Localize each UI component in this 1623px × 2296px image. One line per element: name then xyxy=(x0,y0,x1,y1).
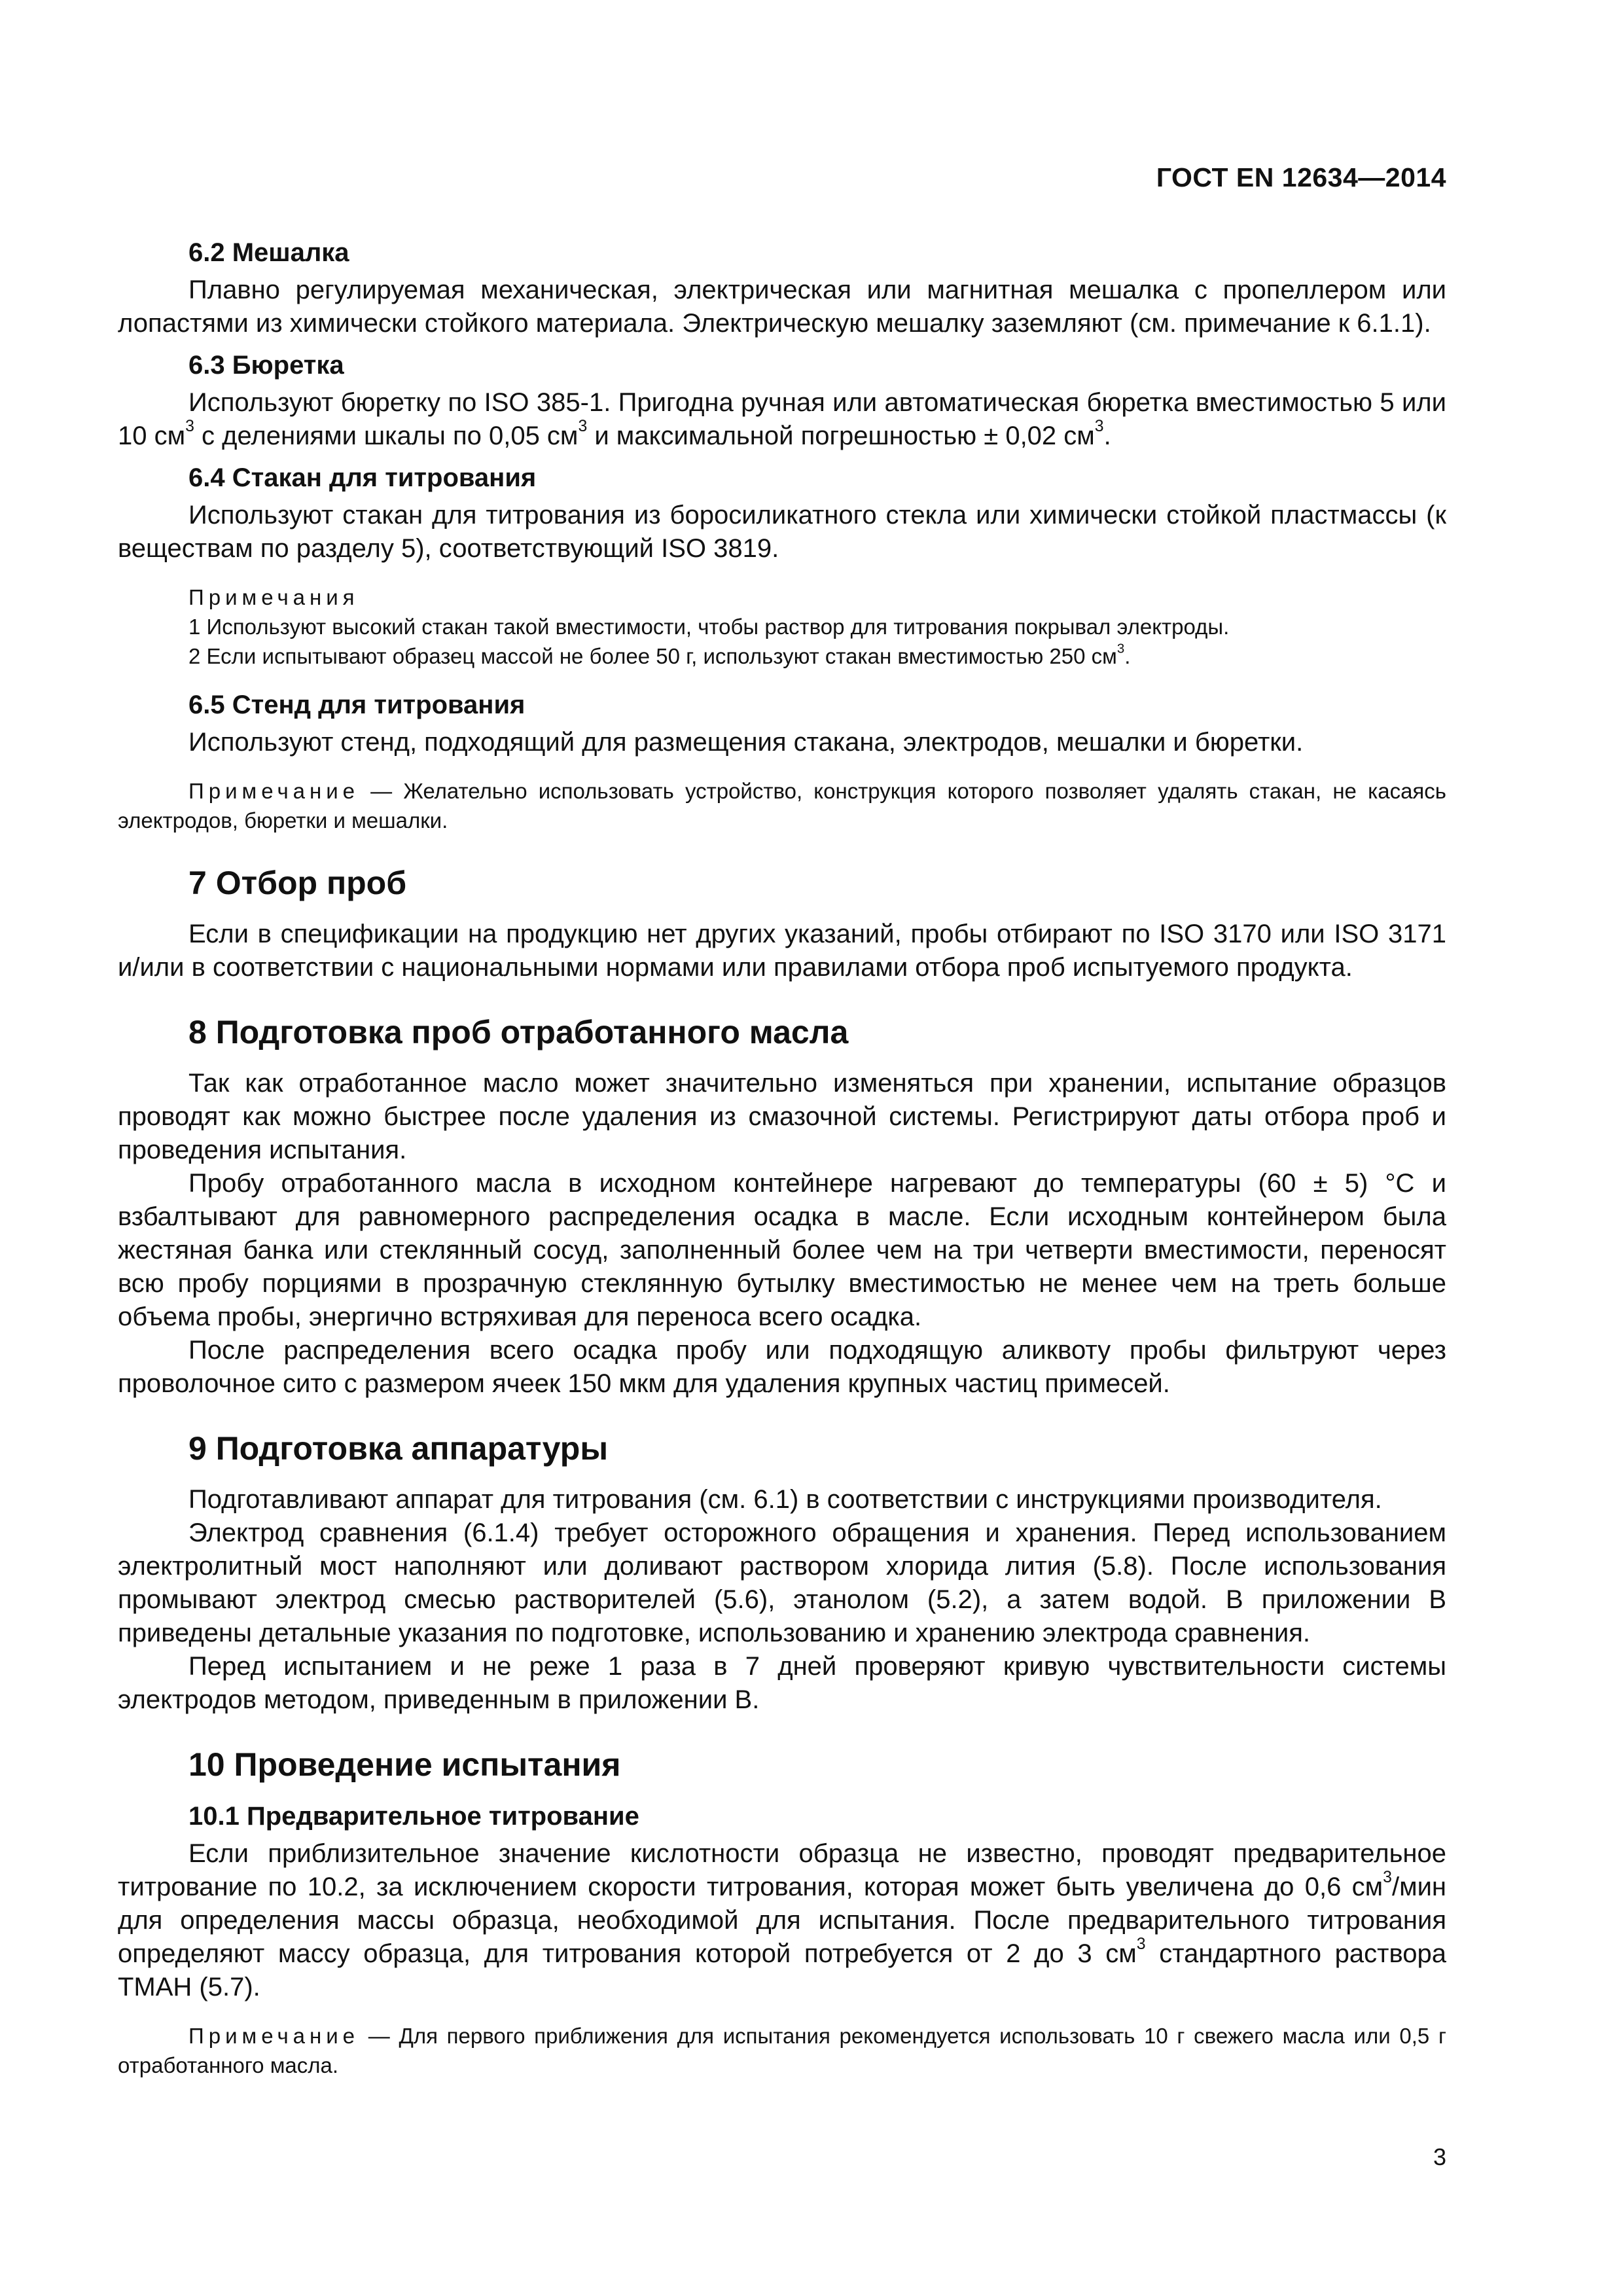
section-9-title: 9 Подготовка аппаратуры xyxy=(188,1430,609,1467)
section-9-paragraph-1: Подготавливают аппарат для титрования (см. 6.1) в соответствии с инструкциями производителя. xyxy=(188,1485,1382,1514)
note-1: 1 Используют высокий стакан такой вместимости, чтобы раствор для титрования покрывал электроды. xyxy=(188,615,1230,639)
section-10-title: 10 Проведение испытания xyxy=(188,1746,621,1783)
section-6-3-title: 6.3 Бюретка xyxy=(188,351,344,380)
notes-label: Примечания xyxy=(188,585,359,609)
section-6-4-text: Используют стакан для титрования из боросиликатного стекла или химически стойкой пластмассы (к веществам по разделу 5), соответствующий ISO 3819. xyxy=(118,501,1446,563)
section-9-paragraph-2: Электрод сравнения (6.1.4) требует осторожного обращения и хранения. Перед использованием электролитный мост наполняют или доливают раствором хлорида лития (5.8). После использования промывают электрод смесью растворителей (5.6), этанолом (5.2), а затем водой. В приложении В приведены детальные указания по подготовке, использованию и хранению электрода сравнения. xyxy=(118,1518,1446,1647)
page-content xyxy=(118,151,1446,2080)
section-6-2-title: 6.2 Мешалка xyxy=(188,238,349,267)
page-number: 3 xyxy=(1433,2144,1446,2170)
note-2: 2 Если испытывают образец массой не более 50 г, используют стакан вместимостью 250 $см^3$. xyxy=(188,641,1131,668)
section-6-4-title: 6.4 Стакан для титрования xyxy=(188,463,537,492)
section-6-5-text: Используют стенд, подходящий для размещения стакана, электродов, мешалки и бюретки. xyxy=(188,728,1304,757)
section-8-paragraph-1: Так как отработанное масло может значительно изменяться при хранении, испытание образцов проводят как можно быстрее после удаления из смазочной системы. Регистрируют даты отбора проб и проведения испытания. xyxy=(118,1069,1446,1164)
section-6-5-title: 6.5 Стенд для титрования xyxy=(188,691,526,719)
section-8-paragraph-2: Пробу отработанного масла в исходном контейнере нагревают до температуры (60 ± 5) °С и взбалтывают для равномерного распределения осадка в масле. Если исходным контейнером была жестяная банка или стеклянный сосуд, заполненный более чем на три четверти вместимости, переносят всю пробу порциями в прозрачную стеклянную бутылку вместимостью не менее чем на треть больше объема пробы, энергично встряхивая для переноса всего осадка. xyxy=(118,1169,1446,1331)
section-6-3-text: Используют бюретку по ISO 385-1. Пригодна ручная или автоматическая бюретка вместимостью 5 или 10 $см^3$ с делениями шкалы по 0,05 $см^3$ и максимальной погрешностью ± 0,02 $см^3$. xyxy=(118,388,1446,450)
section-10-1-note: Примечание — Для первого приближения для испытания рекомендуется использовать 10 г свежего масла или 0,5 г отработанного масла. xyxy=(118,2024,1446,2077)
section-7-text: Если в спецификации на продукцию нет других указаний, пробы отбирают по ISO 3170 или ISO 3171 и/или в соответствии с национальными нормами или правилами отбора проб испытуемого продукта. xyxy=(118,920,1447,982)
section-6-5-note: Примечание — Желательно использовать устройство, конструкция которого позволяет удалять стакан, не касаясь электродов, бюретки и мешалки. xyxy=(118,779,1446,833)
document-header: ГОСТ EN 12634—2014 xyxy=(1156,162,1446,192)
section-8-title: 8 Подготовка проб отработанного масла xyxy=(188,1014,849,1050)
section-7-title: 7 Отбор проб xyxy=(188,865,407,901)
section-8-paragraph-3: После распределения всего осадка пробу или подходящую аликвоту пробы фильтруют через проволочное сито с размером ячеек 150 мкм для удаления крупных частиц примесей. xyxy=(118,1336,1446,1398)
section-9-paragraph-3: Перед испытанием и не реже 1 раза в 7 дней проверяют кривую чувствительности системы электродов методом, приведенным в приложении В. xyxy=(118,1652,1446,1714)
section-6-2-text: Плавно регулируемая механическая, электрическая или магнитная мешалка с пропеллером или лопастями из химически стойкого материала. Электрическую мешалку заземляют (см. примечание к 6.1.1). xyxy=(118,276,1446,338)
section-10-1-title: 10.1 Предварительное титрование xyxy=(188,1802,639,1831)
section-10-1-text: Если приблизительное значение кислотности образца не известно, проводят предварительное титрование по 10.2, за исключением скорости титрования, которая может быть увеличена до 0,6 $см^3$/мин для определения массы образца, необходимой для испытания. После предварительного титрования определяют массу образца, для титрования которой потребуется от 2 до 3 $см^3$ стандартного раствора ТМАН (5.7). xyxy=(118,1839,1446,2001)
